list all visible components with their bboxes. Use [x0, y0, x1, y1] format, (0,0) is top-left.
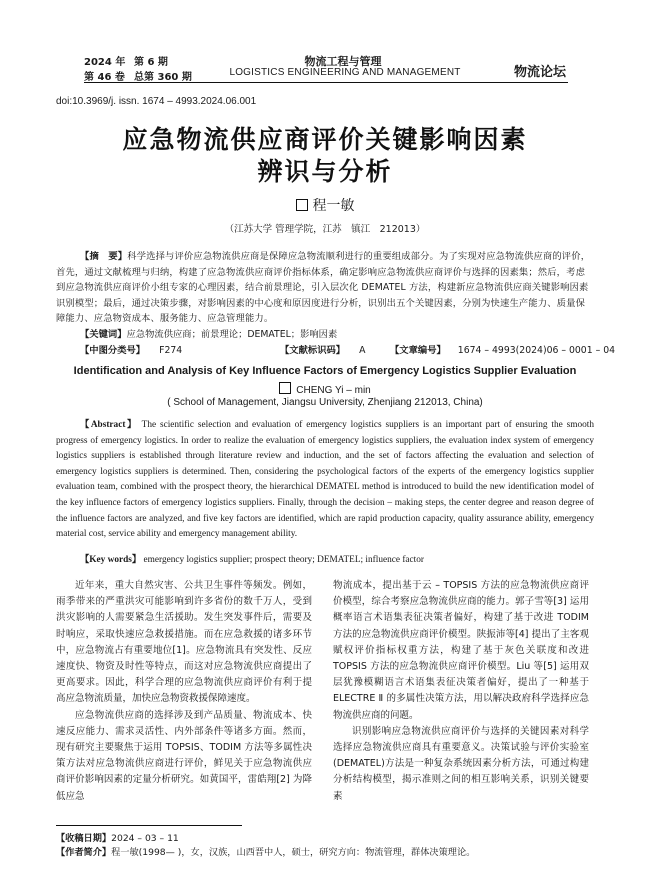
- journal-name-en: LOGISTICS ENGINEERING AND MANAGEMENT: [229, 67, 461, 78]
- keywords-en-text: emergency logistics supplier; prospect theory; DEMATEL; influence factor: [143, 555, 424, 565]
- title-en: Identification and Analysis of Key Influence Factors of Emergency Logistics Supplier Evaluation: [73, 365, 577, 377]
- abstract-cn-label: 【摘 要】: [80, 251, 128, 262]
- received-label: 【收稿日期】: [56, 833, 112, 844]
- header-year: 2024 年: [84, 57, 126, 68]
- received-date: [56, 830, 179, 844]
- keywords-cn: [80, 326, 337, 340]
- column-name: 物流论坛: [514, 65, 567, 80]
- author-cn: [200, 195, 450, 215]
- keywords-en: [80, 551, 424, 565]
- header-issue: 第 6 期: [134, 57, 168, 68]
- clc-value: F274: [159, 345, 183, 356]
- article-code: [390, 342, 615, 356]
- abstract-cn: [56, 249, 594, 327]
- abstract-en-label: 【Abstract】: [80, 420, 138, 430]
- author-bio: [56, 844, 475, 858]
- footnote-divider: [56, 825, 242, 826]
- author-cn-name: 程一敏: [312, 198, 355, 214]
- doi: doi:10.3969/j. issn. 1674 – 4993.2024.06.001: [56, 96, 257, 107]
- clc-code: [80, 342, 182, 356]
- author-box-icon: [296, 199, 308, 211]
- header-volume: 第 46 卷: [84, 72, 125, 83]
- title-cn-line1: 应急物流供应商评价关键影响因素: [122, 125, 528, 154]
- article-label: 【文章编号】: [390, 345, 446, 356]
- abstract-cn-text: 科学选择与评价应急物流供应商是保障应急物流顺利进行的重要组成部分。为了实现对应急物流供应商的评价，首先，通过文献梳理与归纳，构建了应急物流供应商评价指标体系，确定影响应急物流供应商评价与选择的因素集；然后，考虑到应急物流供应商评价小组专家的心理因素，结合前景理论，引入层次化 DEMATEL 方法，构建新应急物流供应商关键影响因素识别模型；最后，通过决策步骤，对影响因素的中心度和原因度进行分析，识别出五个关键因素，分别为快速生产能力、质量保障能力、应急物资成本、服务能力、应急管理能力。: [56, 251, 591, 325]
- body-paragraph: 近年来，重大自然灾害、公共卫生事件等频发。例如，雨季带来的严重洪灾可能影响到许多省份的数千万人，受到洪灾影响的人需要紧急生活援助。发生突发事件后，需要及时响应，采取快速应急救援措施。而在应急救援的诸多环节中，应急物流占有重要地位[1]。应急物流具有突发性、反应速度快、物资及时性等特点，而这对应急物流供应商提出了更高要求。因此，科学合理的应急物流供应商评价有利于提高应急物流质量，加快应急物资救援保障速度。: [56, 580, 312, 705]
- affiliation-cn: （江苏大学 管理学院，江苏 镇江 212013）: [224, 224, 426, 235]
- bio-label: 【作者简介】: [56, 847, 112, 858]
- doc-label: 【文献标识码】: [280, 345, 346, 356]
- header-total-issue: 总第 360 期: [134, 72, 192, 83]
- body-paragraph: 应急物流供应商的选择涉及到产品质量、物流成本、快速反应能力、需求灵活性、内外部条件等诸多方面。然而，现有研究主要聚焦于运用 TOPSIS、TODIM 方法等多属性决策方法对应急物流供应商进行评价，鲜见关于应急物流供应商评价影响因素的定量分析研究。如黄国平，雷皓翔[2] 为降低应急: [56, 709, 312, 802]
- header-divider: [84, 82, 568, 83]
- title-cn-line2: 辨识与分析: [257, 157, 393, 186]
- affiliation-en: ( School of Management, Jiangsu University, Zhenjiang 212013, China): [167, 397, 483, 408]
- bio-value: 程一敏(1998— )，女，汉族，山西晋中人，硕士，研究方向：物流管理，群体决策理论。: [111, 847, 476, 858]
- body-paragraph: 识别影响应急物流供应商评价与选择的关键因素对科学选择应急物流供应商具有重要意义。决策试验与评价实验室(DEMATEL)方法是一种复杂系统因素分析方法，可通过构建分析结构模型，揭示准则之间的相互影响关系，识别关键要素: [333, 725, 589, 802]
- body-left-column: [56, 578, 312, 805]
- abstract-en: [56, 418, 594, 543]
- journal-name-cn: 物流工程与管理: [304, 55, 382, 68]
- body-paragraph: 物流成本，提出基于云 – TOPSIS 方法的应急物流供应商评价模型，综合考察应急物流供应商的能力。郭子雪等[3] 运用概率语言术语集表征决策者偏好，构建了基于改进 TODIM 方法的应急物流供应商评价模型。陕振沛等[4] 提出了主客观赋权评价指标权重方法，构建了基于灰色关联度和改进 TOPSIS 方法的应急物流供应商评价模型。Liu 等[5] 运用双层犹豫模糊语言术语集表征决策者偏好，提出了一种基于 ELECTRE Ⅱ 的多属性决策方法，用以解决政府科学选择应急物流供应商的问题。: [333, 580, 589, 721]
- received-value: 2024 – 03 – 11: [111, 833, 179, 844]
- article-value: 1674 – 4993(2024)06 – 0001 – 04: [457, 345, 616, 356]
- clc-label: 【中图分类号】: [80, 345, 146, 356]
- doc-code: [280, 342, 365, 356]
- body-right-column: [333, 578, 589, 805]
- author-en-name: CHENG Yi – min: [296, 385, 371, 396]
- keywords-cn-label: 【关键词】: [80, 329, 127, 340]
- keywords-cn-text: 应急物流供应商；前景理论；DEMATEL；影响因素: [126, 329, 338, 340]
- author-en-box-icon: [279, 382, 291, 394]
- keywords-en-label: 【Key words】: [80, 555, 142, 565]
- abstract-en-text: The scientific selection and evaluation of emergency logistics suppliers is an important part of ensuring the smooth progress of emergency logistics. In order to realize the evaluation of emergency logistics suppliers, the evaluation index system of emergency logistics suppliers is established through literature review and induction, and the set of factors affecting the evaluation and selection of emergency logistics suppliers is determined. Then, considering the psychological factors of the experts of the emergency logistics supplier evaluation team, combined with the prospect theory, the hierarchical DEMATEL method is introduced to build the new identification model of the key influence factors of emergency logistics suppliers. Finally, through the decision – making steps, the center degree and reason degree of the influence factors are analyzed, and five key factors are identified, which are rapid production capacity, quality assurance ability, emergency material cost, service ability and emergency management ability.: [56, 420, 594, 540]
- doc-value: A: [359, 345, 366, 356]
- author-en: [200, 382, 450, 396]
